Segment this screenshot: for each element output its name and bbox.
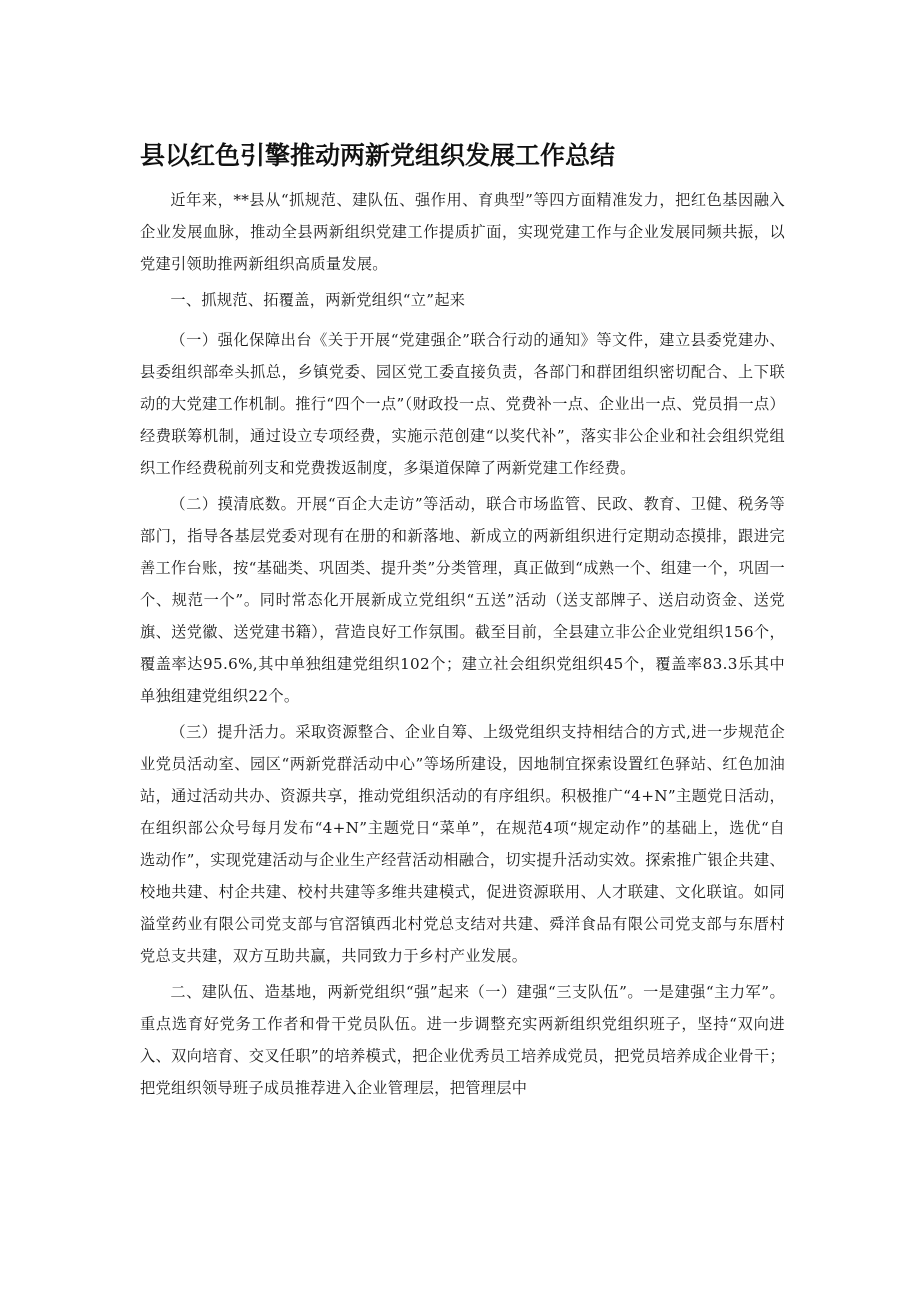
section-heading-1: 一、抓规范、拓覆盖，两新党组织“立”起来 [170, 291, 466, 309]
document-body [140, 184, 785, 1108]
paragraph-strengthen-guarantee: （一）强化保障出台《关于开展“党建强企”联合行动的通知》等文件，建立县委党建办、县委组织部牵头抓总，乡镇党委、园区党工委直接负责，各部门和群团组织密切配合、上下联动的大党建工作机制。推行“四个一点”（财政投一点、党费补一点、企业出一点、党员捐一点）经费联筹机制，通过设立专项经费，实施示范创建“以奖代补”，落实非公企业和社会组织党组织工作经费税前列支和党费拨返制度，多渠道保障了两新党建工作经费。 [140, 331, 785, 477]
paragraph-baseline-survey: （二）摸清底数。开展“百企大走访”等活动，联合市场监管、民政、教育、卫健、税务等部门，指导各基层党委对现有在册的和新落地、新成立的两新组织进行定期动态摸排，跟进完善工作台账，按“基础类、巩固类、提升类”分类管理，真正做到“成熟一个、组建一个，巩固一个、规范一个”。同时常态化开展新成立党组织“五送”活动（送支部牌子、送启动资金、送党旗、送党徽、送党建书籍），营造良好工作氛围。截至目前，全县建立非公企业党组织156个，覆盖率达95.6%,其中单独组建党组织102个；建立社会组织党组织45个，覆盖率83.3乐其中单独组建党组织22个。 [140, 495, 785, 705]
document-title: 县以红色引擎推动两新党组织发展工作总结 [140, 141, 616, 170]
intro-paragraph: 近年来，**县从“抓规范、建队伍、强作用、育典型”等四方面精准发力，把红色基因融入企业发展血脉，推动全县两新组织党建工作提质扩面，实现党建工作与企业发展同频共振，以党建引领助推两新组织高质量发展。 [140, 191, 785, 273]
paragraph-enhance-vitality: （三）提升活力。采取资源整合、企业自筹、上级党组织支持相结合的方式,进一步规范企业党员活动室、园区“两新党群活动中心”等场所建设，因地制宜探索设置红色驿站、红色加油站，通过活动共办、资源共享，推动党组织活动的有序组织。积极推广“4+N”主题党日活动，在组织部公众号每月发布“4+N”主题党日“菜单”，在规范4项“规定动作”的基础上，选优“自选动作”，实现党建活动与企业生产经营活动相融合，切实提升活动实效。探索推广银企共建、校地共建、村企共建、校村共建等多维共建模式，促进资源联用、人才联建、文化联谊。如同溢堂药业有限公司党支部与官滘镇西北村党总支结对共建、舜洋食品有限公司党支部与东厝村党总支共建，双方互助共赢，共同致力于乡村产业发展。 [140, 723, 785, 965]
paragraph-build-team: 二、建队伍、造基地，两新党组织“强”起来（一）建强“三支队伍”。一是建强“主力军”。重点选育好党务工作者和骨干党员队伍。进一步调整充实两新组织党组织班子，坚持“双向进入、双向培育、交叉任职”的培养模式，把企业优秀员工培养成党员，把党员培养成企业骨干；把党组织领导班子成员推荐进入企业管理层，把管理层中 [140, 983, 785, 1097]
